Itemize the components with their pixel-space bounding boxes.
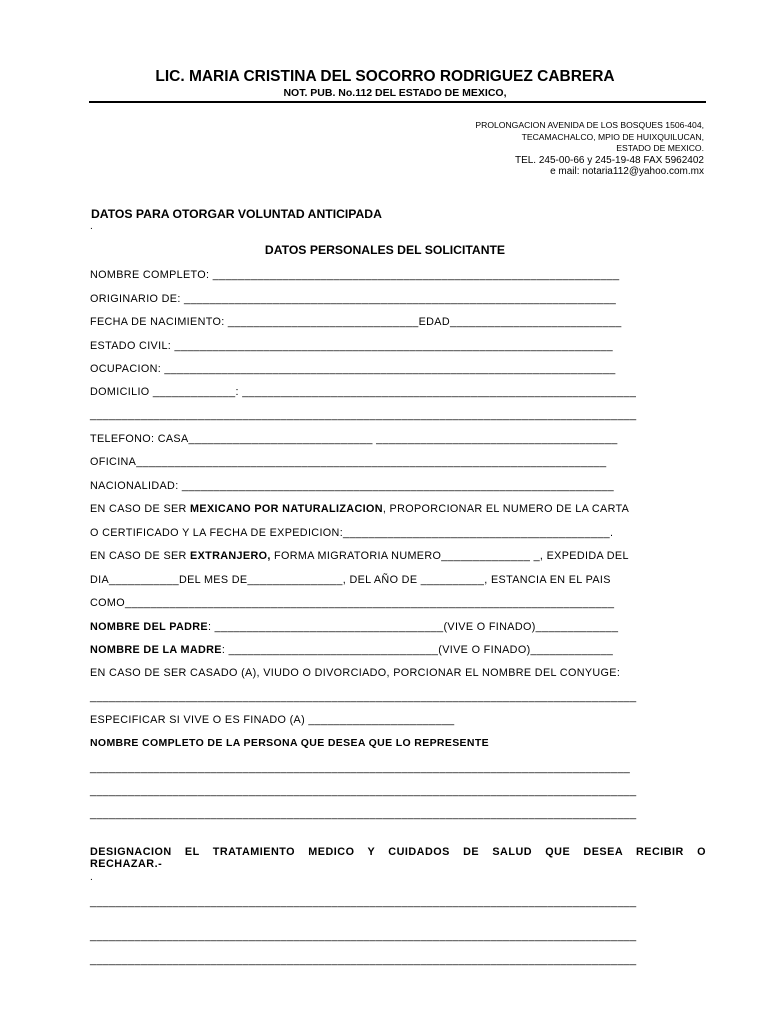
phone-line: TEL. 245-00-66 y 245-19-48 FAX 5962402 <box>514 154 704 166</box>
field-dia-mes-anio[interactable]: DIA___________DEL MES DE_______________, DEL AÑO DE __________, ESTANCIA EN EL PAIS <box>90 574 611 586</box>
field-nacionalidad[interactable]: NACIONALIDAD: ____________________________________________________________________ <box>90 480 615 492</box>
blank-line[interactable]: ______________________________________________________________________________________ <box>90 930 637 942</box>
email-line: e mail: notaria112@yahoo.com.mx <box>550 166 704 178</box>
field-nombre-completo[interactable]: NOMBRE COMPLETO: ________________________________________________________________ <box>90 269 620 281</box>
field-como[interactable]: COMO_____________________________________________________________________________ <box>90 597 615 609</box>
blank-line[interactable]: _____________________________________________________________________________________ <box>90 762 631 774</box>
madre-blank: : _________________________________(VIVE O FINADO)_____________ <box>221 644 614 656</box>
field-fecha-nacimiento[interactable] <box>90 316 622 328</box>
field-especificar-vive[interactable]: ESPECIFICAR SI VIVE O ES FINADO (A) _______________________ <box>90 714 455 726</box>
notary-subtitle: NOT. PUB. No.112 DEL ESTADO DE MEXICO, <box>283 87 507 99</box>
field-domicilio[interactable]: DOMICILIO _____________: ______________________________________________________________ <box>90 386 637 398</box>
field-naturalizacion <box>90 503 629 515</box>
blank-line[interactable]: ______________________________________________________________________________________ <box>90 954 637 966</box>
field-telefono-casa[interactable]: TELEFONO: CASA_____________________________ ______________________________________ <box>90 433 618 445</box>
fecha-label: FECHA DE NACIMIENTO: ______________________________ <box>90 316 419 328</box>
address-line-1: PROLONGACION AVENIDA DE LOS BOSQUES 1506-404, <box>475 120 704 130</box>
blank-line[interactable]: ______________________________________________________________________________________ <box>90 896 637 908</box>
designacion-heading: DESIGNACION EL TRATAMIENTO MEDICO Y CUIDADOS DE SALUD QUE DESEA RECIBIR O RECHAZAR.- <box>90 846 706 870</box>
header-divider <box>89 101 706 103</box>
field-nombre-madre[interactable] <box>90 644 613 656</box>
blank-line[interactable]: ______________________________________________________________________________________ <box>90 691 637 703</box>
mex-bold: MEXICANO POR NATURALIZACION <box>190 503 383 515</box>
address-block <box>475 120 704 178</box>
section-title: DATOS PERSONALES DEL SOLICITANTE <box>264 243 506 257</box>
address-line-2: TECAMACHALCO, MPIO DE HUIXQUILUCAN, <box>521 131 704 142</box>
edad-blank: ___________________________ <box>449 316 622 328</box>
blank-line[interactable]: ______________________________________________________________________________________ <box>90 409 637 421</box>
mex-text-c: , PROPORCIONAR EL NUMERO DE LA CARTA <box>382 503 630 515</box>
notary-name-title: LIC. MARIA CRISTINA DEL SOCORRO RODRIGUEZ CABRERA <box>155 68 615 85</box>
padre-label: NOMBRE DEL PADRE <box>90 621 208 633</box>
conyuge-instruction: EN CASO DE SER CASADO (A), VIUDO O DIVORCIADO, PORCIONAR EL NOMBRE DEL CONYUGE: <box>90 667 621 679</box>
field-estado-civil[interactable]: ESTADO CIVIL: _____________________________________________________________________ <box>90 340 613 352</box>
padre-blank: : ____________________________________(VIVE O FINADO)_____________ <box>207 621 619 633</box>
ext-text-c: FORMA MIGRATORIA NUMERO______________ _, EXPEDIDA DEL <box>270 550 629 562</box>
ext-bold: EXTRANJERO, <box>190 550 271 562</box>
mex-text-a: EN CASO DE SER <box>90 503 191 515</box>
madre-label: NOMBRE DE LA MADRE <box>90 644 222 656</box>
form-heading: DATOS PARA OTORGAR VOLUNTAD ANTICIPADA <box>91 207 382 221</box>
edad-label: EDAD <box>418 316 450 328</box>
field-originario[interactable]: ORIGINARIO DE: ____________________________________________________________________ <box>90 293 617 305</box>
heading-dot: . <box>90 221 93 232</box>
address-line-3: ESTADO DE MEXICO. <box>616 143 704 154</box>
ext-text-a: EN CASO DE SER <box>90 550 191 562</box>
blank-line[interactable]: ______________________________________________________________________________________ <box>90 785 637 797</box>
field-nombre-padre[interactable] <box>90 621 618 633</box>
designacion-dot: . <box>90 872 93 883</box>
blank-line[interactable]: ______________________________________________________________________________________ <box>90 808 637 820</box>
field-certificado[interactable]: O CERTIFICADO Y LA FECHA DE EXPEDICION:__________________________________________. <box>90 527 614 539</box>
field-oficina[interactable]: OFICINA__________________________________________________________________________ <box>90 456 607 468</box>
representante-heading: NOMBRE COMPLETO DE LA PERSONA QUE DESEA QUE LO REPRESENTE <box>90 737 489 749</box>
field-ocupacion[interactable]: OCUPACION: _______________________________________________________________________ <box>90 363 616 375</box>
field-extranjero[interactable] <box>90 550 629 562</box>
